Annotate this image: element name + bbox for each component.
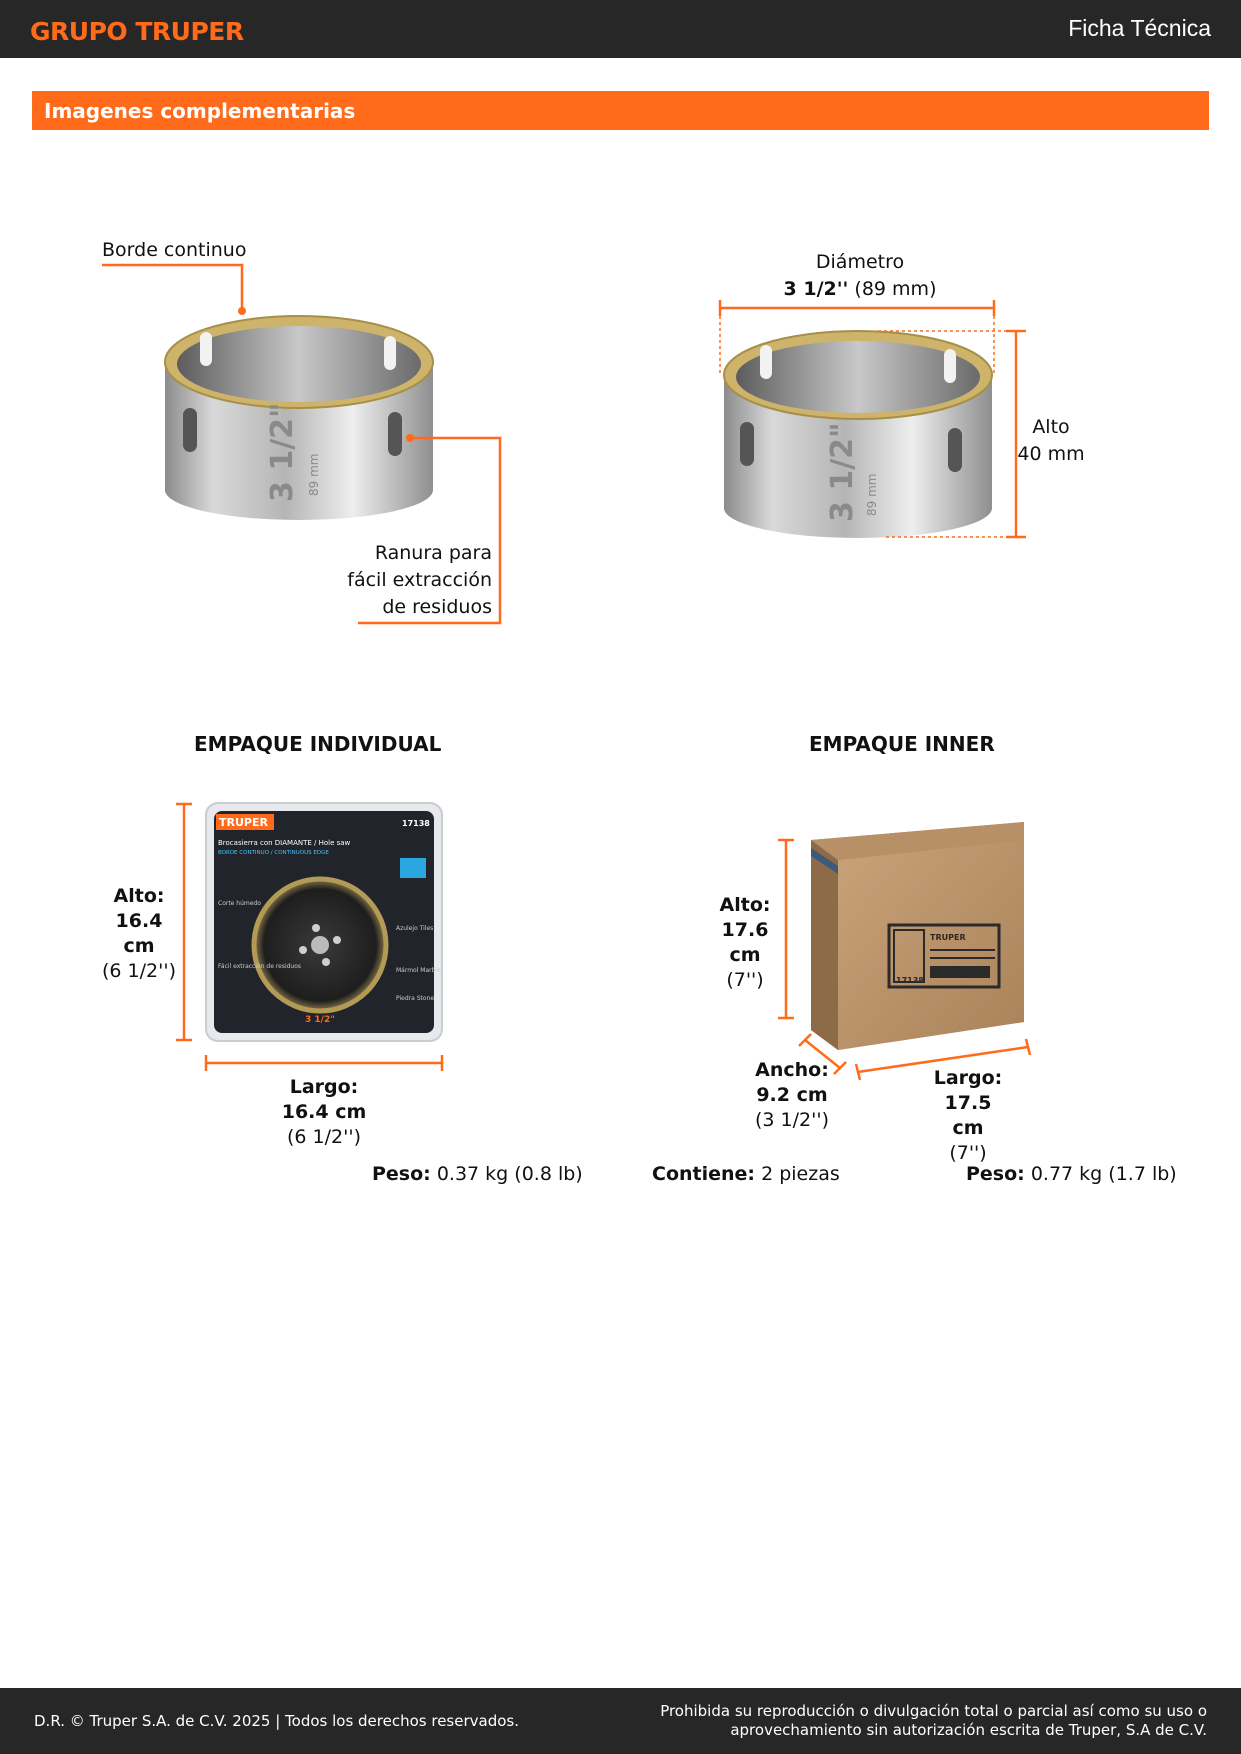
inner-ancho-label: Ancho: [755, 1059, 829, 1081]
card-feature-2: Fácil extracción de residuos [218, 963, 302, 970]
diameter-value-line [760, 276, 960, 303]
inner-weight-value: 0.77 kg (1.7 lb) [1030, 1163, 1177, 1185]
individual-largo-cm: 16.4 cm [281, 1101, 367, 1123]
callout-slot-line-2: fácil extracción [347, 569, 492, 591]
height-label: Alto [1032, 416, 1070, 438]
inner-alto-cm: 17.6 cm [721, 919, 769, 966]
card-subtitle: BORDE CONTINUO / CONTINUOUS EDGE [218, 850, 329, 856]
callout-continuous-edge: Borde continuo [102, 239, 247, 261]
individual-weight [372, 1162, 583, 1187]
individual-largo-in: (6 1/2'') [287, 1126, 361, 1148]
inner-largo-group [926, 1066, 1010, 1166]
individual-alto-cm: 16.4 cm [115, 910, 163, 957]
blister-pack-image [206, 803, 442, 1041]
callout-slot [330, 540, 492, 621]
callout-dot-slot [406, 434, 414, 442]
diameter-value: 3 1/2'' [783, 278, 849, 300]
diameter-mm: (89 mm) [854, 278, 937, 300]
legal-notice-line-2: aprovechamiento sin autorización escrita de Truper, S.A de C.V. [730, 1721, 1207, 1739]
callout-slot-line-3: de residuos [382, 596, 492, 618]
hole-saw-image-1 [165, 316, 433, 520]
inner-weight-label: Peso: [966, 1163, 1025, 1185]
inner-box-image [811, 822, 1024, 1050]
height-value: 40 mm [1017, 443, 1085, 465]
diameter-label: Diámetro [815, 251, 905, 273]
hole-saw-image-2 [724, 331, 992, 538]
individual-largo-label: Largo: [289, 1076, 359, 1098]
card-brand: TRUPER [219, 816, 268, 829]
legal-notice [660, 1702, 1207, 1740]
inner-contents [652, 1162, 840, 1187]
card-material-2: Mármol Marble [396, 967, 441, 974]
card-feature-1: Corte húmedo [218, 900, 261, 907]
card-material-3: Piedra Stone [396, 995, 435, 1002]
individual-alto-label: Alto: [113, 885, 165, 907]
individual-largo-group [274, 1075, 374, 1150]
box-brand: TRUPER [930, 933, 966, 942]
inner-contents-label: Contiene: [652, 1163, 756, 1185]
copyright-notice: D.R. © Truper S.A. de C.V. 2025 | Todos los derechos reservados. [34, 1712, 519, 1730]
diameter-label-group [760, 249, 960, 303]
callout-dot-edge [238, 307, 246, 315]
inner-alto-in: (7'') [726, 969, 764, 991]
brand-logo: GRUPO TRUPER [30, 17, 244, 46]
size-mm-1: 89 mm [307, 453, 321, 496]
card-size: 3 1/2" [305, 1015, 335, 1025]
inner-contents-value: 2 piezas [761, 1163, 840, 1185]
individual-weight-value: 0.37 kg (0.8 lb) [436, 1163, 583, 1185]
section-title: Imagenes complementarias [44, 99, 356, 123]
inner-ancho-cm: 9.2 cm [756, 1084, 828, 1106]
card-name: Brocasierra con DIAMANTE / Hole saw [218, 839, 351, 847]
inner-alto-label: Alto: [719, 894, 771, 916]
inner-pack-title: EMPAQUE INNER [809, 732, 995, 756]
individual-weight-label: Peso: [372, 1163, 431, 1185]
card-material-1: Azulejo Tiles [396, 925, 434, 932]
individual-alto-in: (6 1/2'') [102, 960, 176, 982]
size-mm-2: 89 mm [865, 473, 879, 516]
footer [0, 1688, 1241, 1754]
height-label-group [1016, 414, 1086, 468]
legal-notice-line-1: Prohibida su reproducción o divulgación total o parcial así como su uso o [660, 1702, 1207, 1720]
card-code: 17138 [402, 819, 430, 828]
individual-alto-group [98, 884, 180, 984]
inner-largo-in: (7'') [949, 1142, 987, 1164]
callout-slot-line-1: Ranura para [374, 542, 492, 564]
size-mark-2: 3 1/2" [825, 422, 860, 522]
inner-largo-cm: 17.5 cm [944, 1092, 992, 1139]
inner-alto-group [704, 893, 786, 993]
inner-weight [966, 1162, 1177, 1187]
inner-ancho-group [750, 1058, 834, 1133]
document-type: Ficha Técnica [1068, 15, 1211, 41]
box-code: 17138 [896, 976, 924, 985]
inner-largo-label: Largo: [933, 1067, 1003, 1089]
inner-ancho-in: (3 1/2'') [755, 1109, 829, 1131]
size-mark-1: 3 1/2" [265, 402, 300, 502]
individual-pack-title: EMPAQUE INDIVIDUAL [194, 732, 442, 756]
